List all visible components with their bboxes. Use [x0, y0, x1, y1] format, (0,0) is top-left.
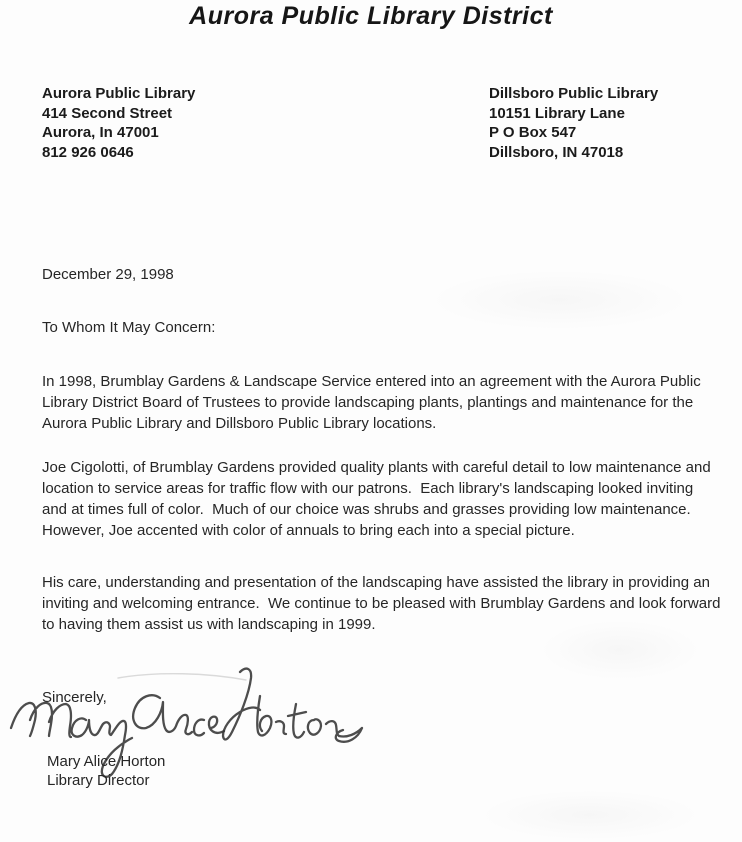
- address-line: Dillsboro Public Library: [489, 85, 659, 102]
- letter-date: December 29, 1998: [42, 266, 174, 283]
- address-block-dillsboro: [489, 84, 658, 162]
- scan-crease-line: [118, 674, 246, 680]
- address-line: Dillsboro, IN 47018: [489, 143, 624, 161]
- closing: Sincerely,: [42, 689, 107, 706]
- address-line: Aurora, In 47001: [42, 124, 159, 141]
- scan-smudge: [480, 790, 700, 840]
- address-line: 414 Second Street: [42, 104, 173, 122]
- letter-paragraph: His care, understanding and presentation of the landscaping have assisted the library in providing an inviting and welcoming entrance. We continue to be pleased with Brumblay Gardens and look forward to having them assist us with landscaping in 1999.: [42, 574, 725, 633]
- letter-paragraph: Joe Cigolotti, of Brumblay Gardens provided quality plants with careful detail to low maintenance and location to service areas for traffic flow with our patrons. Each library's landscaping looked inviting and at times full of color. Much of our choice was shrubs and grasses providing low maintenance. However, Joe accented with color of annuals to bring each into a special picture.: [42, 459, 715, 539]
- address-line: 812 926 0646: [42, 143, 134, 161]
- salutation: To Whom It May Concern:: [42, 319, 216, 336]
- signer-title: Library Director: [47, 772, 150, 789]
- signer-name: Mary Alice Horton: [47, 753, 166, 770]
- scan-smudge: [430, 270, 690, 330]
- address-line: P O Box 547: [489, 124, 577, 141]
- address-block-aurora: [42, 84, 195, 162]
- handwritten-signature: [8, 658, 368, 790]
- letterhead-title: Aurora Public Library District: [189, 2, 553, 30]
- letter-paragraph: In 1998, Brumblay Gardens & Landscape Service entered into an agreement with the Aurora Public Library District Board of Trustees to provide landscaping plants, plantings and maintenance for the Aurora Public Library and Dillsboro Public Library locations.: [42, 373, 705, 432]
- address-line: 10151 Library Lane: [489, 104, 625, 122]
- address-line: Aurora Public Library: [42, 85, 196, 102]
